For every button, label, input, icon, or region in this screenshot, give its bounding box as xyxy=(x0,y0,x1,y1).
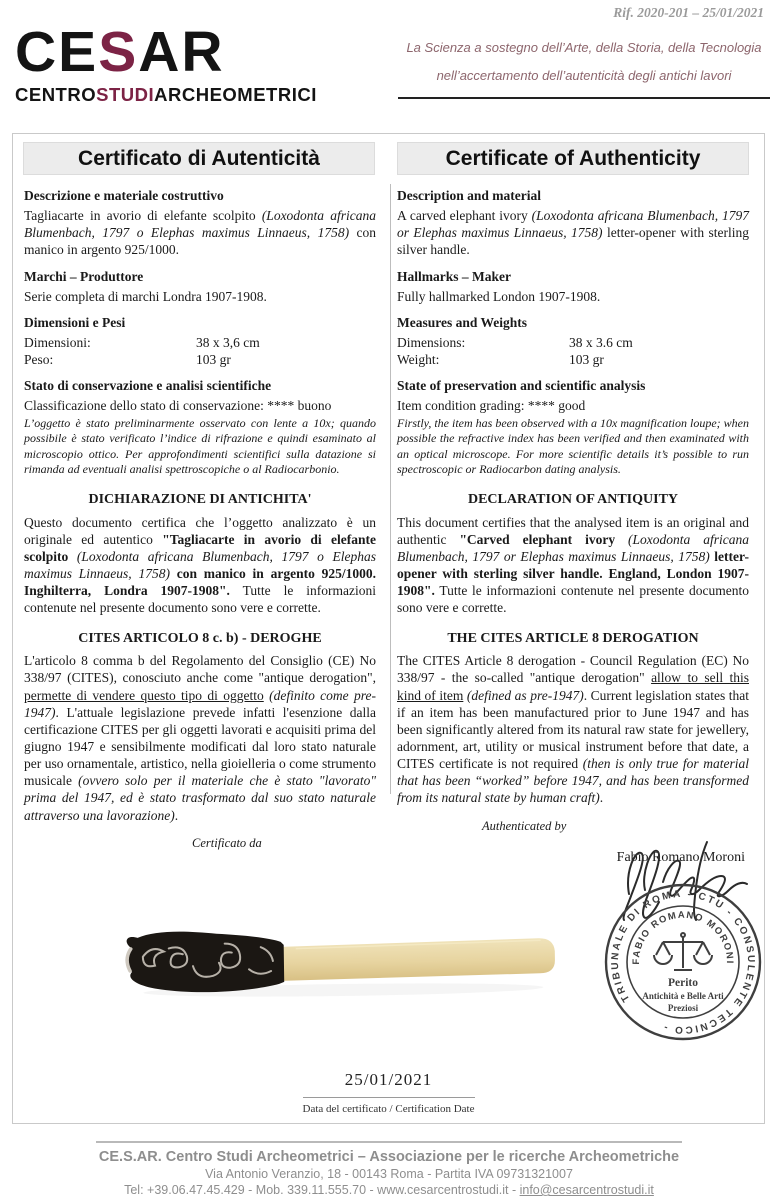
dimensions-value-it: 38 x 3,6 cm xyxy=(196,334,260,350)
signer-name: Fabio Romano Moroni xyxy=(616,850,745,866)
footer-address-line: Via Antonio Veranzio, 18 - 00143 Roma - Partita IVA 09731321007 xyxy=(205,1167,573,1181)
notary-stamp xyxy=(603,882,763,1042)
reference-line: Rif. 2020-201 – 25/01/2021 xyxy=(613,5,764,20)
paragraph-grading-en: Item condition grading: **** good xyxy=(397,398,586,414)
date-rule xyxy=(303,1097,475,1098)
section-heading-dimensions-it: Dimensioni e Pesi xyxy=(24,314,126,330)
paragraph-description-it: Tagliacarte in avorio di elefante scolpito (Loxodonta africana Blumenbach, 1797 o Elephas maximus Linnaeus, 1758) con manico in argento 925/1000. xyxy=(24,208,377,258)
column-divider xyxy=(390,184,391,794)
section-heading-description-it: Descrizione e materiale costruttivo xyxy=(24,188,224,203)
tagline-line-2: nell’accertamento dell’autenticità degli antichi lavori xyxy=(436,68,732,83)
logo-part-3: AR xyxy=(138,20,225,84)
stamp-title: Perito xyxy=(667,977,699,989)
section-heading-dimensions-en: Measures and Weights xyxy=(397,314,528,330)
date-caption: Data del certificato / Certification Date xyxy=(302,1103,475,1115)
spec-row-dimensions-en xyxy=(397,334,749,351)
declaration-heading-it: DICHIARAZIONE DI ANTICHITA' xyxy=(88,491,312,507)
logo-sub-2: STUDI xyxy=(96,84,155,105)
spec-row-dimensions-it xyxy=(24,334,376,351)
paragraph-cites-it: L'articolo 8 comma b del Regolamento del Consiglio (CE) No 338/97 (CITES), conosciuto anche come "antique derogation", permette di vendere questo tipo di oggetto (definito come pre-1947). L'attuale legislazione prevede infatti l'esenzione dalla certificazione CITES per gli oggetti lavorati e acquisiti prima del giugno 1947 e sensibilmente modificati dal loro stato naturale per uso ornamentale, artistico, nella gioielleria o come strumento musicale (ovvero solo per il materiale che è stato "lavorato" prima del 1947, ed è stato trasformato dal suo stato naturale attraverso una lavorazione). xyxy=(24,653,377,823)
section-heading-state-it: Stato di conservazione e analisi scientifiche xyxy=(24,378,272,394)
paragraph-grading-it: Classificazione dello stato di conservazione: **** buono xyxy=(24,398,332,414)
declaration-heading-en: DECLARATION OF ANTIQUITY xyxy=(467,491,679,507)
logo-part-1: CE xyxy=(15,20,99,84)
email-link[interactable]: info@cesarcentrostudi.it xyxy=(519,1183,654,1197)
weight-label-it: Peso: xyxy=(24,352,54,368)
footer-contact-line xyxy=(0,1183,778,1197)
logo-sub-3: ARCHEOMETRICI xyxy=(154,84,317,105)
dimensions-value-en: 38 x 3.6 cm xyxy=(569,334,633,350)
section-heading-description-en: Description and material xyxy=(397,188,541,203)
section-heading-marks-it: Marchi – Produttore xyxy=(24,268,144,284)
title-bar-italian: Certificato di Autenticità xyxy=(23,142,375,175)
paragraph-marks-en: Fully hallmarked London 1907-1908. xyxy=(397,288,601,304)
weight-value-en: 103 gr xyxy=(569,352,604,368)
date-value: 25/01/2021 xyxy=(344,1070,433,1089)
section-heading-state-en: State of preservation and scientific analysis xyxy=(397,378,646,394)
date-block xyxy=(259,1070,519,1115)
header-rule xyxy=(398,97,770,99)
cites-heading-it: CITES ARTICOLO 8 c. b) - DEROGHE xyxy=(78,630,322,646)
paragraph-declaration-en: This document certifies that the analysed item is an original and authentic "Carved elephant ivory (Loxodonta africana Blumenbach, 1797 or Elephas maximus Linnaeus, 1758) letter-opener with sterling silver handle. England, London 1907-1908". Tutte le informazioni contenute nel presente documento sono vere e corrette. xyxy=(397,514,749,616)
dimensions-label-it: Dimensioni: xyxy=(24,334,91,350)
paragraph-method-en: Firstly, the item has been observed with a 10x magnification loupe; when possible the refractive index has been verified and then examinated with an optical microscope. For more scientific details it’s possible to run spectroscopic or Radiocarbon dating analysis. xyxy=(397,415,749,477)
stamp-arc-text: FABIO ROMANO MORONI xyxy=(630,909,736,965)
cites-heading-en: THE CITES ARTICLE 8 DEROGATION xyxy=(447,630,699,646)
section-heading-marks-en: Hallmarks – Maker xyxy=(397,268,511,284)
item-photo xyxy=(120,921,566,1012)
spec-row-weight-it xyxy=(24,351,376,368)
logo-sub-1: CENTRO xyxy=(15,84,97,105)
brand-logo xyxy=(15,20,317,106)
tagline xyxy=(398,40,770,99)
dimensions-label-en: Dimensions: xyxy=(397,334,466,350)
weight-label-en: Weight: xyxy=(397,352,440,368)
certified-by-label: Certificato da xyxy=(192,835,262,850)
stamp-subtitle-1: Antichità e Belle Arti xyxy=(642,991,724,1001)
spec-row-weight-en xyxy=(397,351,749,368)
logo-subtitle xyxy=(15,84,317,106)
footer-contact-text: Tel: +39.06.47.45.429 - Mob. 339.11.555.70 - www.cesarcentrostudi.it - xyxy=(124,1183,520,1197)
weight-value-it: 103 gr xyxy=(196,352,231,368)
stamp-ring-text: TRIBUNALE DI ROMA - CTU - CONSULENTE TECNICO - xyxy=(609,888,757,1036)
logo-wordmark xyxy=(15,20,317,84)
paragraph-method-it: L’oggetto è stato preliminarmente osservato con lente a 10x; quando possibile è stato verificato l’indice di rifrazione e quindi esaminato al microscopio ottico. Per approfondimenti scientifici sulla datazione si rimanda ad eventuali analisi spettroscopiche o al Radiocarbonio. xyxy=(24,415,376,477)
paragraph-description-en: A carved elephant ivory (Loxodonta africana Blumenbach, 1797 or Elephas maximus Linnaeus, 1758) letter-opener with sterling silver handle. xyxy=(397,208,749,258)
certificate-box xyxy=(12,133,765,1124)
logo-part-2: S xyxy=(98,20,139,84)
paragraph-marks-it: Serie completa di marchi Londra 1907-1908. xyxy=(24,288,267,304)
footer xyxy=(0,1141,778,1197)
title-bar-english: Certificate of Authenticity xyxy=(397,142,749,175)
paragraph-declaration-it: Questo documento certifica che l’oggetto analizzato è un originale ed autentico "Tagliacarte in avorio di elefante scolpito (Loxodonta africana Blumenbach, 1797 o Elephas maximus Linnaeus, 1758) con manico in argento 925/1000. Inghilterra, Londra 1907-1908". Tutte le informazioni contenute nel presente documento sono vere e corrette. xyxy=(24,514,377,616)
stamp-subtitle-2: Preziosi xyxy=(667,1003,699,1013)
footer-org-line: CE.S.AR. Centro Studi Archeometrici – Associazione per le ricerche Archeometriche xyxy=(98,1149,680,1165)
authenticated-by-label: Authenticated by xyxy=(482,818,567,833)
scales-icon xyxy=(654,933,712,970)
silver-handle xyxy=(126,930,284,993)
column-italian xyxy=(24,187,376,852)
tagline-line-1: La Scienza a sostegno dell’Arte, della Storia, della Tecnologia xyxy=(406,40,762,55)
footer-rule xyxy=(96,1141,682,1143)
paragraph-cites-en: The CITES Article 8 derogation - Council Regulation (EC) No 338/97 - the so-called "antique derogation" allow to sell this kind of item (defined as pre-1947). Current legislation states that if an item has been manufactured prior to June 1947 and has been significantly altered from its natural raw state for jewellery, adornment, art, utility or musical instrument before that date, a CITES certificate is not required (then is only true for material that has been “worked” before 1947, and has been transformed from its natural state by human craft). xyxy=(397,653,750,806)
column-english xyxy=(397,187,749,867)
